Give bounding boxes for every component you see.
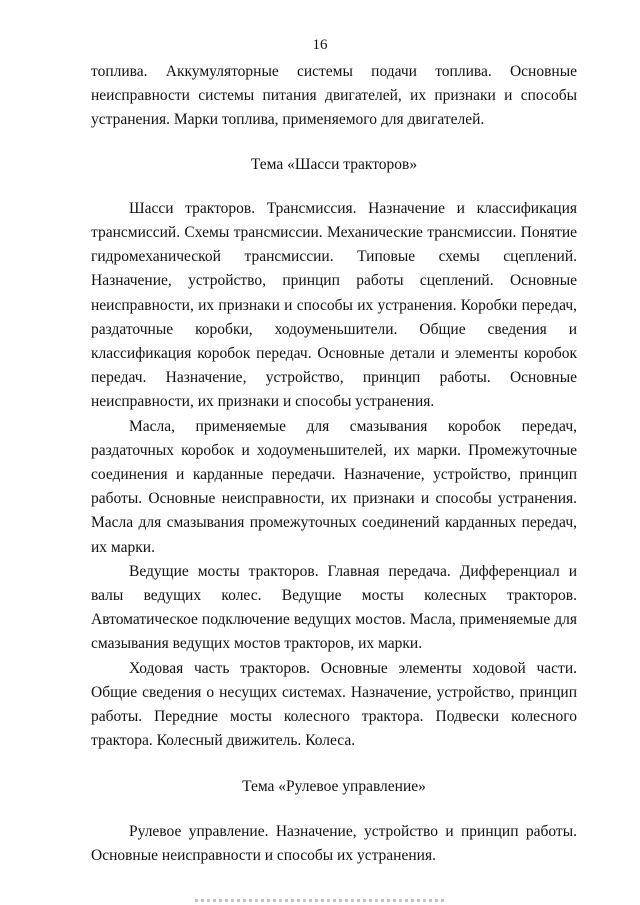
paragraph-steering: Рулевое управление. Назначение, устройство и принцип работы. Основные неисправности и способы их устранения. [91, 822, 577, 864]
document-body [91, 60, 577, 868]
section-heading-chassis: Тема «Шасси тракторов» [250, 155, 418, 173]
paragraph-fuel-systems: топлива. Аккумуляторные системы подачи топлива. Основные неисправности системы питания двигателей, их признаки и способы устранения. Марки топлива, применяемого для двигателей. [91, 63, 577, 129]
paragraph-drive-axles: Ведущие мосты тракторов. Главная передача. Дифференциал и валы ведущих колес. Ведущие мосты колесных тракторов. Автоматическое подключение ведущих мостов. Масла, применяемые для смазывания ведущих мостов тракторов, их марки. [91, 562, 577, 653]
section-heading-steering: Тема «Рулевое управление» [242, 778, 426, 796]
paragraph-running-gear: Ходовая часть тракторов. Основные элементы ходовой части. Общие сведения о несущих системах. Назначение, устройство, принцип работы. Передние мосты колесного трактора. Подвески колесного трактора. Колесный движитель. Колеса. [91, 659, 577, 750]
scan-edge-mark [195, 899, 445, 902]
paragraph-chassis-transmission: Шасси тракторов. Трансмиссия. Назначение и классификация трансмиссий. Схемы трансмиссии. Механические трансмиссии. Понятие гидромеханической трансмиссии. Типовые схемы сцеплений. Назначение, устройство, принцип работы сцеплений. Основные неисправности, их признаки и способы их устранения. Коробки передач, раздаточные коробки, ходоуменьшители. Общие сведения и классификация коробок передач. Основные детали и элементы коробок передач. Назначение, устройство, принцип работы. Основные неисправности, их признаки и способы устранения. [91, 199, 577, 411]
page-number: 16 [312, 37, 328, 53]
paragraph-gearbox-oils: Масла, применяемые для смазывания коробок передач, раздаточных коробок и ходоуменьшителей, их марки. Промежуточные соединения и карданные передачи. Назначение, устройство, принцип работы. Основные неисправности, их признаки и способы устранения. Масла для смазывания промежуточных соединений карданных передач, их марки. [91, 417, 577, 556]
